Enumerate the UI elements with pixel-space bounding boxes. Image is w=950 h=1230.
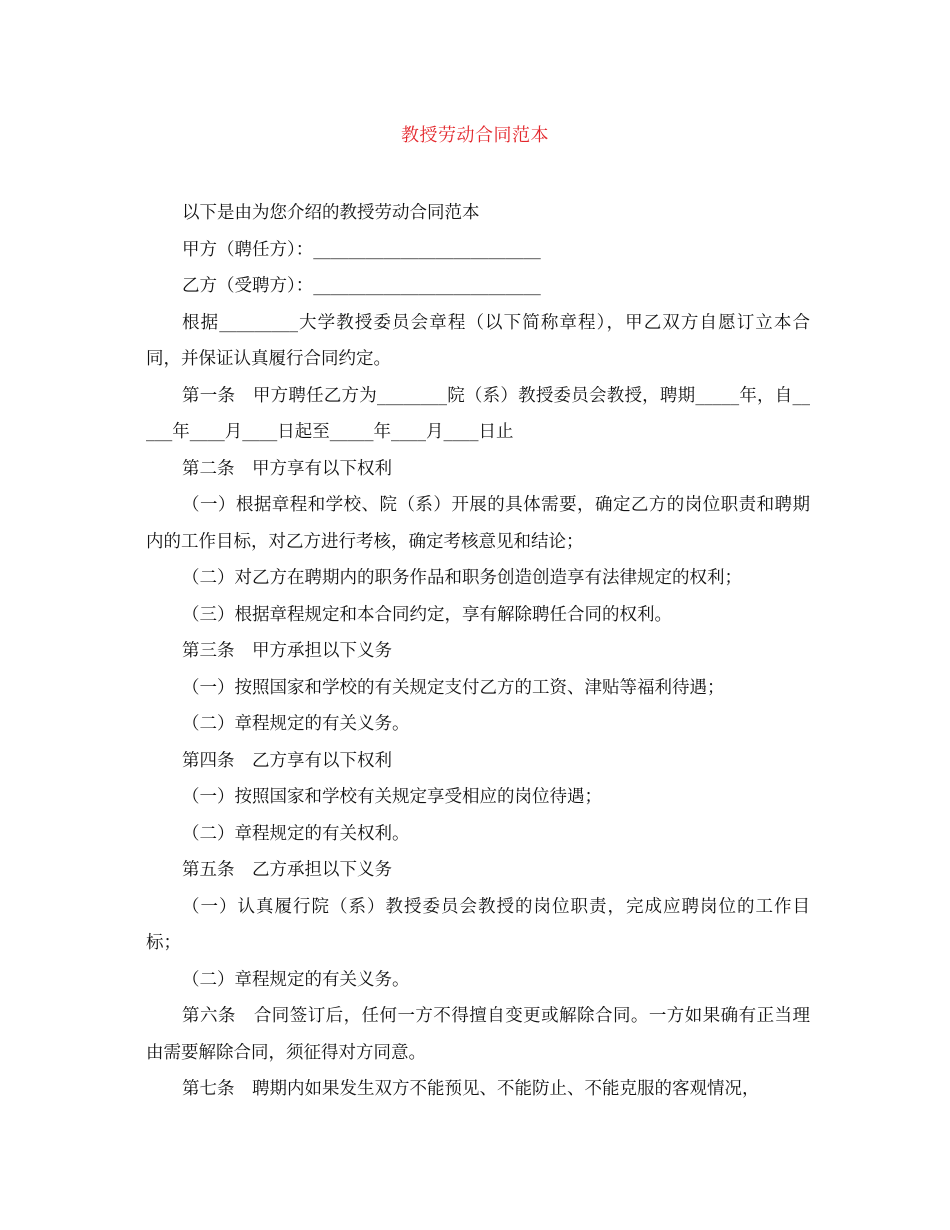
paragraph-article-3-item-1: （一）按照国家和学校的有关规定支付乙方的工资、津贴等福利待遇； (182, 677, 725, 698)
paragraph-article-3-item-2: （二）章程规定的有关义务。 (182, 714, 410, 734)
paragraph-article-1: 第一条 甲方聘任乙方为________院（系）教授委员会教授，聘期_____年，自_____年____月____日起至_____年____月____日止 (146, 385, 810, 442)
paragraph-intro: 以下是由为您介绍的教授劳动合同范本 (182, 203, 480, 223)
paragraph-party-a: 甲方（聘任方）：__________________________ (182, 239, 541, 260)
paragraph-article-2-item-3: （三）根据章程规定和本合同约定，享有解除聘任合同的权利。 (182, 604, 672, 625)
paragraph-basis: 根据_________大学教授委员会章程（以下简称章程），甲乙双方自愿订立本合同，并保证认真履行合同约定。 (146, 312, 810, 369)
document-title: 教授劳动合同范本 (401, 125, 549, 146)
document-body (146, 195, 810, 1108)
paragraph-article-4-item-2: （二）章程规定的有关权利。 (182, 823, 410, 844)
paragraph-article-4-item-1: （一）按照国家和学校有关规定享受相应的岗位待遇； (182, 787, 602, 807)
paragraph-article-4: 第四条 乙方享有以下权利 (182, 750, 392, 771)
paragraph-article-7: 第七条 聘期内如果发生双方不能预见、不能防止、不能克服的客观情况， (182, 1079, 760, 1099)
paragraph-article-2: 第二条 甲方享有以下权利 (182, 458, 392, 479)
paragraph-article-5-item-1: （一）认真履行院（系）教授委员会教授的岗位职责，完成应聘岗位的工作目标； (146, 896, 810, 953)
paragraph-article-5-item-2: （二）章程规定的有关义务。 (182, 969, 410, 990)
paragraph-article-6: 第六条 合同签订后，任何一方不得擅自变更或解除合同。一方如果确有正当理由需要解除合同，须征得对方同意。 (146, 1006, 810, 1063)
paragraph-article-3: 第三条 甲方承担以下义务 (182, 641, 392, 661)
paragraph-article-2-item-1: （一）根据章程和学校、院（系）开展的具体需要，确定乙方的岗位职责和聘期内的工作目标，对乙方进行考核，确定考核意见和结论； (146, 495, 810, 552)
paragraph-party-b: 乙方（受聘方）：__________________________ (182, 276, 541, 296)
paragraph-article-5: 第五条 乙方承担以下义务 (182, 860, 392, 880)
paragraph-article-2-item-2: （二）对乙方在聘期内的职务作品和职务创造创造享有法律规定的权利； (182, 568, 742, 588)
